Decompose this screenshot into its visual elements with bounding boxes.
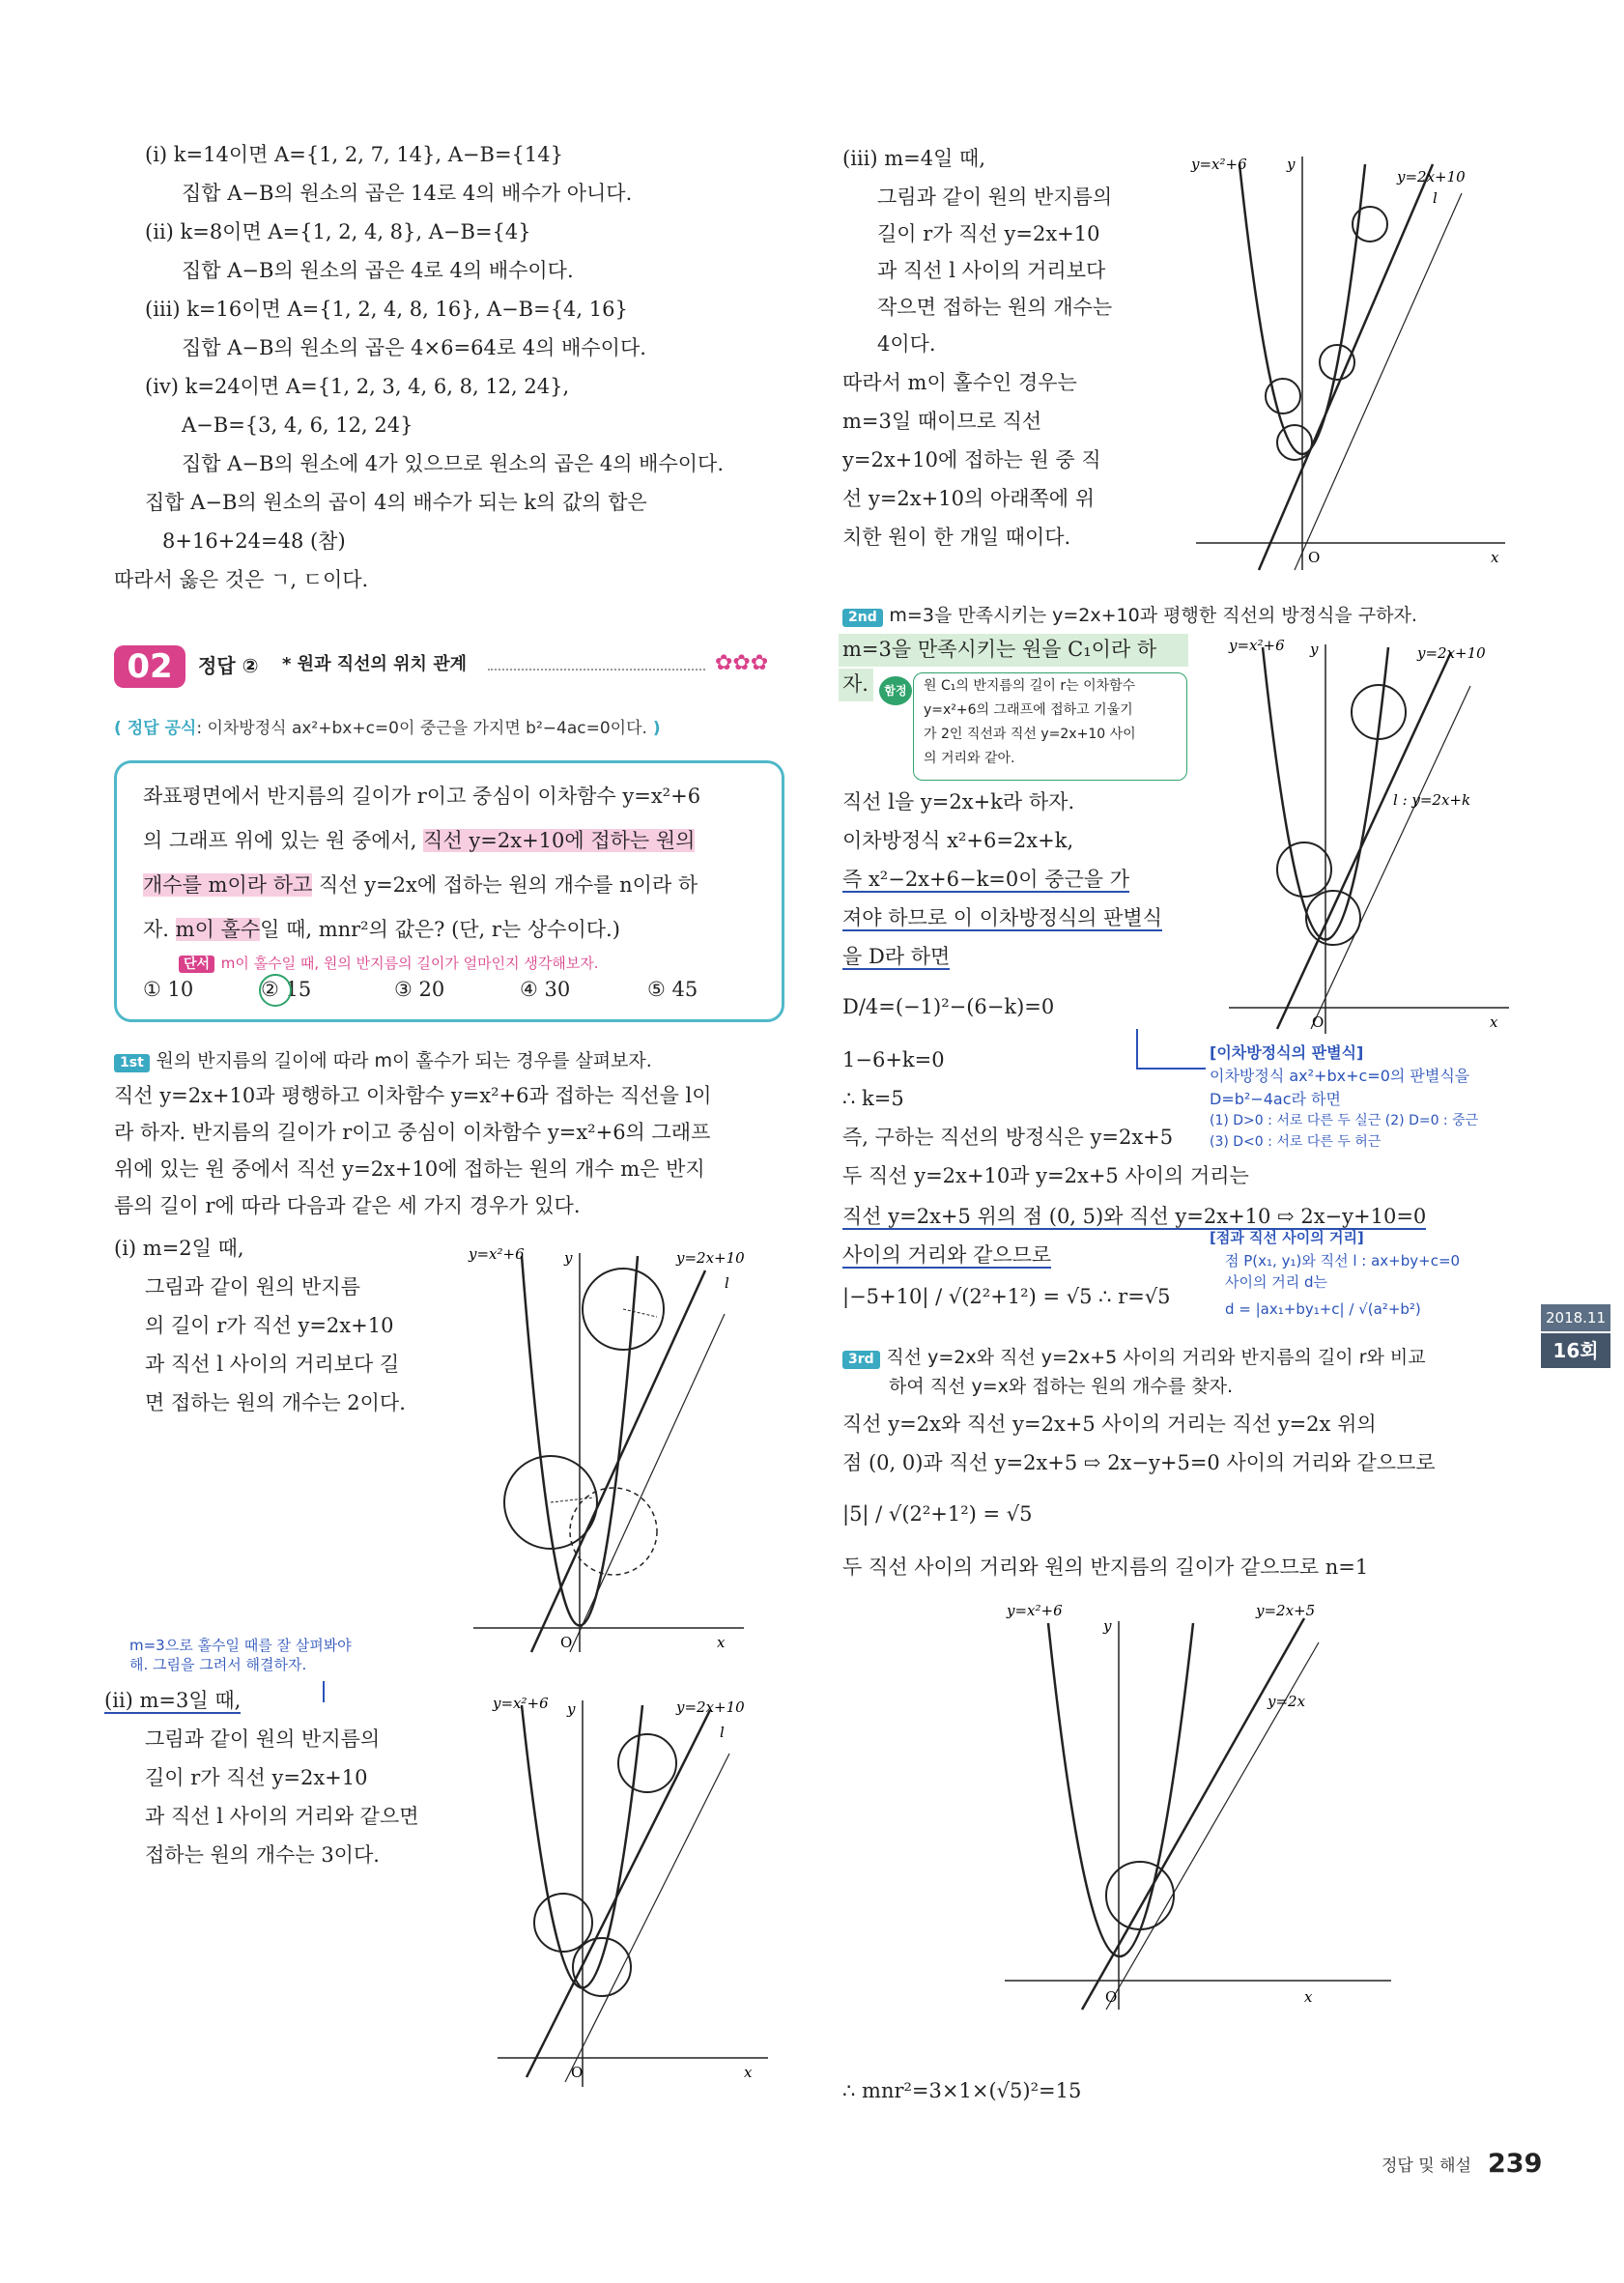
step3-line-4: 두 직선 사이의 거리와 원의 반지름의 길이가 같으므로 n=1 <box>842 1555 1369 1579</box>
step1-title-row <box>114 1048 652 1072</box>
label-origin: O <box>560 1634 573 1651</box>
case3-line-8: y=2x+10에 접하는 원 중 직 <box>842 448 1101 471</box>
label-line10: y=2x+10 <box>1397 168 1466 185</box>
graph-y2x <box>995 1594 1401 2019</box>
case1-line-4: 면 접하는 원의 개수는 2이다. <box>145 1391 406 1414</box>
step3-title-1: 직선 y=2x와 직선 y=2x+5 사이의 거리와 반지름의 길이 r와 비교 <box>886 1347 1426 1368</box>
step1-line-2: 라 하자. 반지름의 길이가 r이고 중심이 이차함수 y=x²+6의 그래프 <box>114 1121 711 1144</box>
page-number: 239 <box>1488 2149 1543 2179</box>
case3-line-10: 치한 원이 한 개일 때이다. <box>842 526 1071 549</box>
case3-line-7: m=3일 때이므로 직선 <box>842 410 1042 433</box>
choice-4[interactable]: ④ 30 <box>520 978 571 1001</box>
case3-line-5: 4이다. <box>877 332 936 356</box>
disc-note-line-2: D=b²−4ac라 하면 <box>1210 1090 1341 1108</box>
label-y: y <box>1103 1617 1112 1635</box>
final-answer: ∴ mnr²=3×1×(√5)²=15 <box>842 2079 1082 2102</box>
hint-row <box>179 950 599 974</box>
disc-connector-v <box>1136 1029 1138 1070</box>
case3-line-4: 작으면 접하는 원의 개수는 <box>877 296 1113 319</box>
label-line5: y=2x+5 <box>1256 1602 1316 1619</box>
trap-line-2: y=x²+6의 그래프에 접하고 기울기 <box>924 702 1133 718</box>
step2-line-4-text: 져야 하므로 이 이차방정식의 판별식 <box>842 906 1162 929</box>
step3-title-row <box>842 1345 1426 1369</box>
difficulty-stars: ✿✿✿ <box>715 651 769 675</box>
case2-line-3: 과 직선 l 사이의 거리와 같으면 <box>145 1805 419 1828</box>
label-l: l <box>720 1724 725 1741</box>
choice-5[interactable]: ⑤ 45 <box>647 978 698 1001</box>
step3-badge: 3rd <box>842 1351 880 1369</box>
label-l: l <box>725 1274 729 1292</box>
disc-note-title: [이차방정식의 판별식] <box>1210 1043 1364 1062</box>
trap-line-3: 가 2인 직선과 직선 y=2x+10 사이 <box>924 727 1136 742</box>
dist-note-line-3: d = |ax₁+by₁+c| / √(a²+b²) <box>1225 1300 1421 1318</box>
question-number: 02 <box>114 645 185 688</box>
disc-note-line-4: (3) D<0 : 서로 다른 두 허근 <box>1210 1134 1382 1150</box>
dist-note-title: [점과 직선 사이의 거리] <box>1210 1229 1364 1246</box>
trap-line-1: 원 C₁의 반지름의 길이 r는 이차함수 <box>924 678 1136 694</box>
graph-tangent-line <box>1219 633 1519 1039</box>
case-i-note: 집합 A−B의 원소의 곱은 14로 4의 배수가 아니다. <box>182 182 633 205</box>
case3-line-6: 따라서 m이 홀수인 경우는 <box>842 371 1077 394</box>
disc-note-line-3: (1) D>0 : 서로 다른 두 실근 (2) D=0 : 중근 <box>1210 1113 1479 1128</box>
hint-tag: 단서 <box>179 956 214 973</box>
dotted-leader <box>488 669 705 671</box>
answer-label: 정답 ② <box>198 654 259 677</box>
graph-case-m3 <box>488 1691 778 2097</box>
step2-line-13: |−5+10| / √(2²+1²) = √5 ∴ r=√5 <box>842 1285 1171 1308</box>
label-parabola: y=x²+6 <box>493 1695 549 1712</box>
case-i: (ⅰ) k=14이면 A={1, 2, 7, 14}, A−B={14} <box>145 143 563 166</box>
step2-line-9: 즉, 구하는 직선의 방정식은 y=2x+5 <box>842 1126 1174 1149</box>
case3-line-9: 선 y=2x+10의 아래쪽에 위 <box>842 487 1096 510</box>
step2-line-10: 두 직선 y=2x+10과 y=2x+5 사이의 거리는 <box>842 1164 1249 1187</box>
case2-line-1: 그림과 같이 원의 반지름의 <box>145 1727 381 1751</box>
graph-case-m2 <box>464 1241 754 1657</box>
step2-badge: 2nd <box>842 609 883 627</box>
case2-heading-text: (ⅱ) m=3일 때, <box>104 1689 242 1712</box>
sum-value: 8+16+24=48 (참) <box>162 529 346 553</box>
choice-3[interactable]: ③ 20 <box>394 978 445 1001</box>
formula-row: ( 정답 공식: 이차방정식 ax²+bx+c=0이 중근을 가지면 b²−4ac=0이다. ) <box>114 719 661 738</box>
case3-line-2: 길이 r가 직선 y=2x+10 <box>877 222 1100 245</box>
step1-line-1: 직선 y=2x+10과 평행하고 이차함수 y=x²+6과 접하는 직선을 l이 <box>114 1084 712 1107</box>
label-line0: y=2x <box>1268 1693 1306 1710</box>
label-y: y <box>1310 641 1319 658</box>
step1-line-3: 위에 있는 원 중에서 직선 y=2x+10에 접하는 원의 개수 m은 반지 <box>114 1157 705 1181</box>
step2-line-2: 이차방정식 x²+6=2x+k, <box>842 829 1074 852</box>
label-x: x <box>1491 549 1499 566</box>
formula-label: 정답 공식 <box>127 719 197 738</box>
case1-line-1: 그림과 같이 원의 반지름 <box>145 1275 360 1298</box>
step2-green-line-2: 자. <box>842 672 869 696</box>
problem-highlight-1: 직선 y=2x+10에 접하는 원의 <box>423 829 696 852</box>
step2-line-1: 직선 l을 y=2x+k라 하자. <box>842 790 1075 813</box>
step1-line-4: 름의 길이 r에 따라 다음과 같은 세 가지 경우가 있다. <box>114 1194 581 1217</box>
label-parabola: y=x²+6 <box>1191 156 1247 173</box>
step2-line-7: 1−6+k=0 <box>842 1048 945 1071</box>
step1-badge: 1st <box>114 1054 150 1072</box>
note-arrow <box>323 1681 325 1702</box>
label-parabola: y=x²+6 <box>1229 637 1285 654</box>
step2-line-11 <box>842 1205 1426 1229</box>
step2-line-3 <box>842 868 1129 892</box>
case1-heading: (ⅰ) m=2일 때, <box>114 1237 244 1260</box>
trap-badge: 함정 <box>879 676 912 705</box>
footer-label: 정답 및 해설 <box>1382 2156 1471 2176</box>
case2-heading <box>104 1689 241 1713</box>
problem-highlight-3: m이 홀수 <box>175 918 261 941</box>
problem-line-3 <box>143 873 698 898</box>
step2-line-12-text: 사이의 거리와 같으므로 <box>842 1243 1052 1267</box>
step2-line-11-text: 직선 y=2x+5 위의 점 (0, 5)와 직선 y=2x+10 ⇨ 2x−y+10=0 <box>842 1205 1427 1228</box>
answer-circle-mark <box>259 974 292 1007</box>
conclusion: 따라서 옳은 것은 ㄱ, ㄷ이다. <box>114 568 369 591</box>
graph-case-m4 <box>1186 145 1515 580</box>
disc-note-line-1: 이차방정식 ax²+bx+c=0의 판별식을 <box>1210 1067 1470 1085</box>
label-y: y <box>567 1700 576 1718</box>
trap-line-4: 의 거리와 같아. <box>924 751 1015 766</box>
case3-heading: (ⅲ) m=4일 때, <box>842 147 986 170</box>
problem-text: 일 때, mnr²의 값은? (단, r는 상수이다.) <box>260 918 620 941</box>
label-line10: y=2x+10 <box>1417 644 1486 662</box>
step2-line-6: D/4=(−1)²−(6−k)=0 <box>842 995 1055 1018</box>
step3-line-3: |5| / √(2²+1²) = √5 <box>842 1502 1033 1526</box>
side-tab-round: 16회 <box>1541 1333 1610 1368</box>
step2-line-5 <box>842 945 950 969</box>
label-x: x <box>744 2064 753 2081</box>
disc-connector-h <box>1136 1068 1206 1070</box>
problem-text: 자. <box>143 918 169 941</box>
case1-line-2: 의 길이 r가 직선 y=2x+10 <box>145 1314 394 1337</box>
side-tab-date: 2018.11 <box>1541 1304 1610 1331</box>
label-origin: O <box>571 2064 584 2081</box>
case-iv-set: A−B={3, 4, 6, 12, 24} <box>182 414 413 437</box>
label-parabola: y=x²+6 <box>1007 1602 1063 1619</box>
label-y: y <box>564 1249 573 1267</box>
step2-line-8: ∴ k=5 <box>842 1087 904 1110</box>
step3-line-1: 직선 y=2x와 직선 y=2x+5 사이의 거리는 직선 y=2x 위의 <box>842 1413 1377 1436</box>
case3-line-1: 그림과 같이 원의 반지름의 <box>877 185 1113 209</box>
step2-line-5-text: 을 D라 하면 <box>842 945 951 968</box>
step3-line-2: 점 (0, 0)과 직선 y=2x+5 ⇨ 2x−y+5=0 사이의 거리와 같으므로 <box>842 1451 1436 1474</box>
sum-statement: 집합 A−B의 원소의 곱이 4의 배수가 되는 k의 값의 합은 <box>145 491 647 514</box>
problem-text: 직선 y=2x에 접하는 원의 개수를 n이라 하 <box>318 873 698 897</box>
label-line10: y=2x+10 <box>676 1698 745 1716</box>
case-iv-note: 집합 A−B의 원소에 4가 있으므로 원소의 곱은 4의 배수이다. <box>182 452 724 475</box>
label-l: l <box>1433 189 1438 207</box>
case1-line-3: 과 직선 l 사이의 거리보다 길 <box>145 1353 400 1376</box>
topic-label: * 원과 직선의 위치 관계 <box>282 654 467 674</box>
case-ii-note: 집합 A−B의 원소의 곱은 4로 4의 배수이다. <box>182 259 574 282</box>
case-iii-note: 집합 A−B의 원소의 곱은 4×6=64로 4의 배수이다. <box>182 336 646 359</box>
choice-2[interactable]: ② 15 <box>261 978 312 1001</box>
case3-line-3: 과 직선 l 사이의 거리보다 <box>877 259 1106 282</box>
case2-line-2: 길이 r가 직선 y=2x+10 <box>145 1766 368 1789</box>
dist-note-line-2: 사이의 거리 d는 <box>1225 1273 1327 1291</box>
case-iii: (ⅲ) k=16이면 A={1, 2, 4, 8, 16}, A−B={4, 16} <box>145 298 628 321</box>
problem-highlight-2: 개수를 m이라 하고 <box>143 873 313 897</box>
step2-title-row <box>842 603 1417 627</box>
formula-text: : 이차방정식 ax²+bx+c=0이 중근을 가지면 b²−4ac=0이다. <box>196 719 647 738</box>
label-x: x <box>717 1634 726 1651</box>
label-origin: O <box>1105 1988 1118 2006</box>
case2-line-4: 접하는 원의 개수는 3이다. <box>145 1843 380 1867</box>
problem-line-1: 좌표평면에서 반지름의 길이가 r이고 중심이 이차함수 y=x²+6 <box>143 785 701 808</box>
label-y: y <box>1287 156 1296 173</box>
label-lk: l : y=2x+k <box>1393 791 1471 809</box>
step2-line-4 <box>842 906 1162 930</box>
step2-line-12 <box>842 1243 1051 1268</box>
side-note-1: m=3으로 홀수일 때를 잘 살펴봐야 <box>129 1637 352 1654</box>
choice-1[interactable]: ① 10 <box>143 978 194 1001</box>
label-parabola: y=x²+6 <box>469 1245 525 1263</box>
step2-title: m=3을 만족시키는 y=2x+10과 평행한 직선의 방정식을 구하자. <box>889 605 1417 626</box>
step2-green-line-1: m=3을 만족시키는 원을 C₁이라 하 <box>842 638 1157 661</box>
problem-line-2 <box>143 829 695 853</box>
case-ii: (ⅱ) k=8이면 A={1, 2, 4, 8}, A−B={4} <box>145 220 531 243</box>
problem-text: 의 그래프 위에 있는 원 중에서, <box>143 829 417 852</box>
step2-line-3-text: 즉 x²−2x+6−k=0이 중근을 가 <box>842 868 1130 891</box>
label-origin: O <box>1312 1013 1325 1031</box>
step1-title: 원의 반지름의 길이에 따라 m이 홀수가 되는 경우를 살펴보자. <box>156 1050 652 1071</box>
label-x: x <box>1490 1013 1498 1031</box>
label-line10: y=2x+10 <box>676 1249 745 1267</box>
hint-text: m이 홀수일 때, 원의 반지름의 길이가 얼마인지 생각해보자. <box>220 955 599 972</box>
label-x: x <box>1304 1988 1313 2006</box>
side-note-2: 해. 그림을 그려서 해결하자. <box>129 1656 307 1673</box>
case-iv: (ⅳ) k=24이면 A={1, 2, 3, 4, 6, 8, 12, 24}, <box>145 375 570 398</box>
step3-title-2: 하여 직선 y=x와 접하는 원의 개수를 찾자. <box>889 1376 1233 1397</box>
dist-note-line-1: 점 P(x₁, y₁)와 직선 l : ax+by+c=0 <box>1225 1252 1461 1270</box>
label-origin: O <box>1308 549 1321 566</box>
problem-line-4 <box>143 918 620 942</box>
